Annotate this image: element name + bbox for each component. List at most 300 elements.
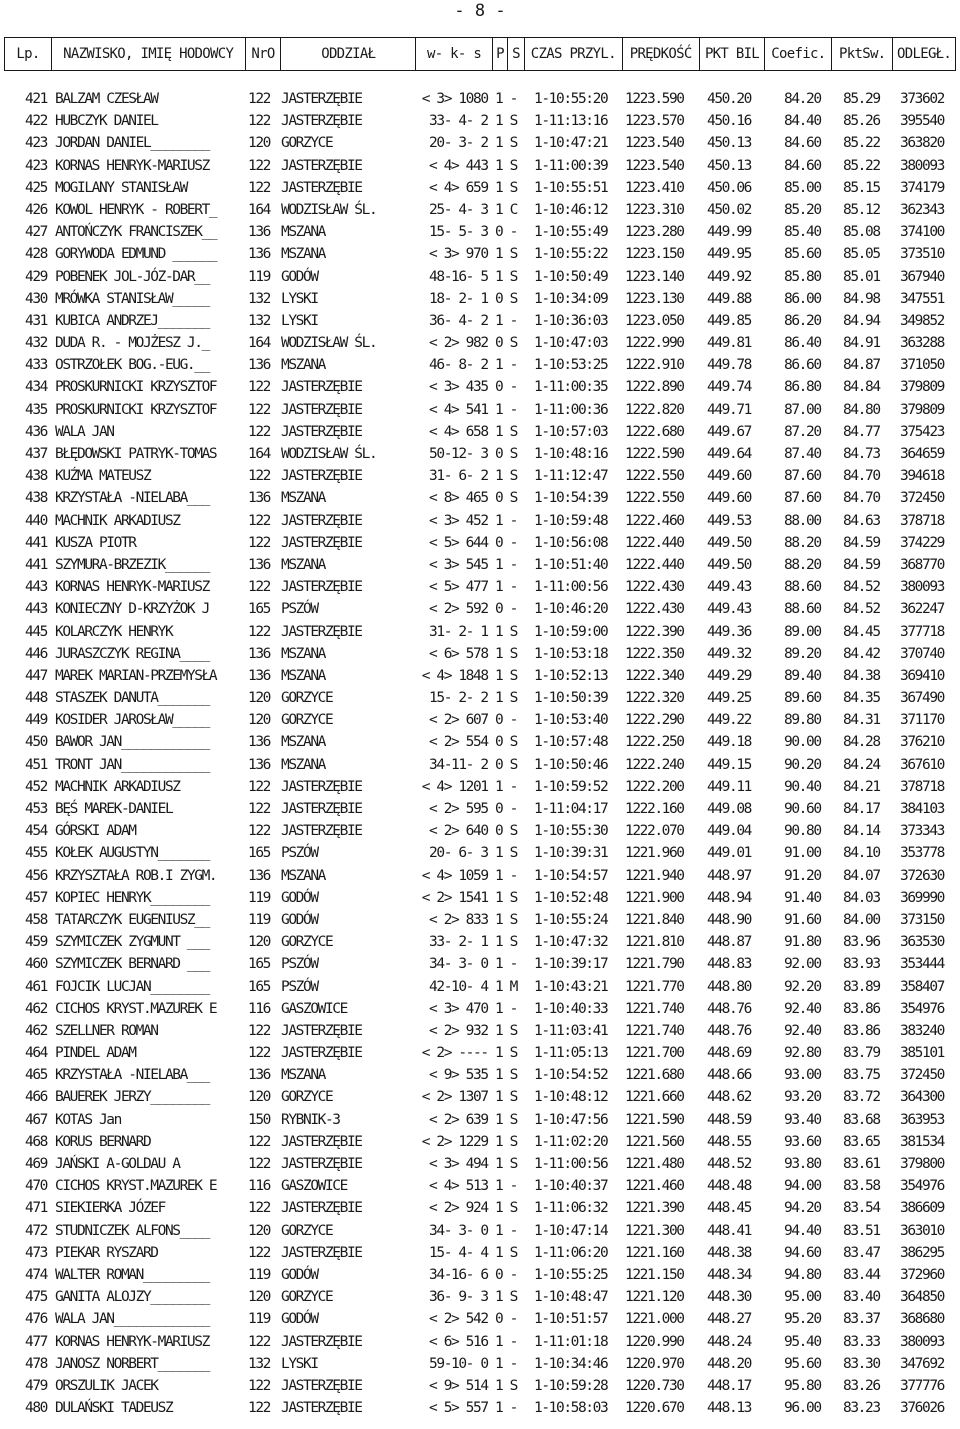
table-row [0,709,960,731]
cell-pkt-bil: 448.62 [707,1089,751,1106]
cell-distance: 372960 [900,1266,944,1283]
cell-wks: < 3> 435 0 - [429,379,517,396]
cell-coefficient: 92.00 [784,956,821,973]
cell-speed: 1223.140 [625,268,684,285]
table-row [0,243,960,265]
cell-nro: 122 [248,534,270,551]
cell-arrival-time: 1-10:48:16 [534,446,608,462]
cell-arrival-time: 1-10:34:46 [534,1355,608,1372]
cell-speed: 1221.770 [625,978,684,995]
cell-distance: 377718 [900,623,944,640]
cell-distance: 353778 [900,845,944,862]
cell-oddzial: GORZYCE [281,1089,333,1106]
cell-pkt-bil: 448.97 [707,867,751,884]
table-row [0,731,960,753]
cell-coefficient: 91.60 [784,911,821,928]
cell-speed: 1222.250 [625,734,684,751]
cell-oddzial: JASTERZĘBIE [281,91,362,107]
cell-arrival-time: 1-10:48:47 [534,1289,608,1306]
cell-pkt-bil: 449.36 [707,623,751,640]
cell-speed: 1221.700 [625,1045,684,1062]
cell-pkt-bil: 449.43 [707,579,751,596]
cell-oddzial: JASTERZĘBIE [281,579,362,596]
cell-wks: < 5> 644 0 - [429,534,517,551]
cell-breeder-name: KRZYSZTAŁA ROB.I ZYGM. [55,867,217,884]
header-lp: Lp. [5,38,52,70]
table-row [0,754,960,776]
cell-pktsw: 84.24 [843,756,880,773]
cell-nro: 136 [248,756,270,773]
cell-pkt-bil: 449.74 [707,379,751,396]
cell-wks: 59-10- 0 1 - [429,1355,517,1372]
cell-arrival-time: 1-11:12:47 [534,468,608,485]
cell-pktsw: 83.30 [843,1355,880,1372]
cell-breeder-name: MOGILANY STANISŁAW [55,179,187,196]
cell-nro: 136 [248,645,270,662]
cell-nro: 165 [248,956,270,973]
cell-nro: 120 [248,690,270,707]
cell-arrival-time: 1-10:39:31 [534,845,608,862]
cell-distance: 385101 [900,1045,944,1062]
header-predkosc: PRĘDKOŚĆ [623,38,700,70]
table-row [0,266,960,288]
cell-breeder-name: OSTRZOŁEK BOG.-EUG.__ [55,357,209,374]
cell-wks: < 9> 514 1 S [429,1377,517,1394]
cell-arrival-time: 1-10:55:24 [534,911,608,928]
table-row [0,776,960,798]
cell-coefficient: 90.80 [784,823,821,840]
cell-wks: 15- 2- 2 1 S [429,690,517,707]
cell-coefficient: 89.00 [784,623,821,640]
cell-pkt-bil: 450.06 [707,179,751,196]
cell-breeder-name: KORUS BERNARD [55,1133,151,1150]
cell-pktsw: 84.42 [843,645,880,662]
cell-nro: 122 [248,1244,270,1261]
cell-breeder-name: BAWOR JAN____________ [55,734,209,751]
cell-oddzial: GODÓW [281,1311,318,1328]
table-row [0,1020,960,1042]
cell-lp: 436 [25,423,47,440]
cell-oddzial: GORZYCE [281,1289,333,1306]
cell-wks: < 2> ---- 1 S [421,1045,517,1062]
cell-coefficient: 90.00 [784,734,821,751]
cell-arrival-time: 1-10:51:40 [534,556,608,573]
cell-speed: 1221.160 [625,1244,684,1261]
table-row [0,1353,960,1375]
table-row [0,1242,960,1264]
cell-wks: < 2> 1307 1 S [421,1089,517,1106]
cell-arrival-time: 1-10:34:09 [534,290,608,307]
cell-oddzial: GODÓW [281,268,318,285]
cell-speed: 1222.430 [625,601,684,618]
cell-breeder-name: MACHNIK ARKADIUSZ [55,512,180,529]
table-row [0,1397,960,1419]
cell-breeder-name: PROSKURNICKI KRZYSZTOF [55,379,217,396]
cell-pkt-bil: 448.13 [707,1400,751,1417]
cell-distance: 364300 [900,1089,944,1106]
cell-arrival-time: 1-10:51:57 [534,1311,608,1328]
cell-nro: 122 [248,512,270,529]
cell-pktsw: 84.73 [843,446,880,462]
cell-arrival-time: 1-10:53:18 [534,645,608,662]
cell-coefficient: 90.60 [784,801,821,817]
cell-lp: 468 [25,1133,47,1150]
cell-wks: < 3> 452 1 - [429,512,517,529]
cell-nro: 122 [248,823,270,840]
cell-nro: 116 [248,1178,270,1195]
table-row [0,576,960,598]
cell-arrival-time: 1-10:55:49 [534,224,608,241]
cell-speed: 1221.480 [625,1156,684,1172]
cell-oddzial: MSZANA [281,357,325,374]
cell-nro: 122 [248,91,270,107]
cell-coefficient: 85.00 [784,179,821,196]
cell-nro: 122 [248,579,270,596]
cell-arrival-time: 1-10:59:28 [534,1377,608,1394]
cell-lp: 448 [25,690,47,707]
cell-pkt-bil: 448.69 [707,1045,751,1062]
cell-pkt-bil: 448.48 [707,1178,751,1195]
table-row [0,532,960,554]
cell-nro: 120 [248,712,270,729]
cell-arrival-time: 1-10:43:21 [534,978,608,995]
cell-coefficient: 92.80 [784,1045,821,1062]
cell-coefficient: 87.60 [784,468,821,485]
cell-lp: 462 [25,1000,47,1017]
cell-lp: 438 [25,468,47,485]
cell-speed: 1221.680 [625,1067,684,1084]
header-wks: w- k- s [416,38,493,70]
cell-arrival-time: 1-10:46:20 [534,601,608,618]
cell-oddzial: MSZANA [281,224,325,241]
cell-wks: < 2> 639 1 S [429,1111,517,1128]
cell-lp: 423 [25,157,47,174]
cell-distance: 369410 [900,667,944,684]
cell-coefficient: 96.00 [784,1400,821,1417]
cell-breeder-name: CICHOS KRYST.MAZUREK E [55,1000,217,1017]
cell-oddzial: GODÓW [281,1266,318,1283]
cell-wks: < 2> 932 1 S [429,1022,517,1039]
cell-wks: 25- 4- 3 1 C [429,201,517,218]
table-row [0,332,960,354]
cell-arrival-time: 1-10:50:39 [534,690,608,707]
cell-speed: 1222.070 [625,823,684,840]
cell-speed: 1222.160 [625,801,684,817]
cell-pktsw: 83.86 [843,1022,880,1039]
cell-distance: 375423 [900,423,944,440]
cell-speed: 1221.000 [625,1311,684,1328]
cell-nro: 136 [248,867,270,884]
cell-distance: 395540 [900,113,944,130]
cell-distance: 381534 [900,1133,944,1150]
cell-oddzial: MSZANA [281,734,325,751]
table-row [0,1264,960,1286]
cell-coefficient: 91.00 [784,845,821,862]
cell-breeder-name: KOTAS Jan [55,1111,121,1128]
cell-breeder-name: WALA JAN_____________ [55,1311,209,1328]
cell-lp: 458 [25,911,47,928]
cell-nro: 132 [248,1355,270,1372]
cell-wks: 15- 5- 3 0 - [429,224,517,241]
cell-breeder-name: TATARCZYK EUGENIUSZ__ [55,911,209,928]
cell-oddzial: PSZÓW [281,956,318,973]
table-row [0,376,960,398]
cell-arrival-time: 1-11:06:20 [534,1244,608,1261]
cell-lp: 426 [25,201,47,218]
cell-breeder-name: KRZYSTAŁA -NIELABA___ [55,490,209,507]
cell-pkt-bil: 448.59 [707,1111,751,1128]
cell-lp: 449 [25,712,47,729]
cell-coefficient: 90.40 [784,778,821,795]
cell-distance: 378718 [900,778,944,795]
cell-lp: 431 [25,312,47,329]
cell-pktsw: 84.17 [843,801,880,817]
cell-wks: < 4> 659 1 S [429,179,517,196]
cell-arrival-time: 1-10:55:30 [534,823,608,840]
table-row [0,1175,960,1197]
cell-distance: 379809 [900,401,944,418]
cell-pktsw: 84.94 [843,312,880,329]
cell-speed: 1222.440 [625,556,684,573]
cell-breeder-name: SZYMURA-BRZEZIK______ [55,556,209,573]
cell-speed: 1223.410 [625,179,684,196]
cell-coefficient: 87.60 [784,490,821,507]
cell-breeder-name: KONIECZNY D-KRZYŻOK J [55,601,209,618]
cell-wks: 20- 6- 3 1 S [429,845,517,862]
cell-speed: 1220.730 [625,1377,684,1394]
cell-pktsw: 84.14 [843,823,880,840]
cell-pktsw: 84.00 [843,911,880,928]
table-row [0,177,960,199]
cell-pktsw: 85.22 [843,135,880,152]
table-row [0,510,960,532]
cell-oddzial: MSZANA [281,867,325,884]
cell-coefficient: 88.60 [784,601,821,618]
cell-distance: 367940 [900,268,944,285]
cell-pkt-bil: 448.83 [707,956,751,973]
cell-lp: 430 [25,290,47,307]
cell-pktsw: 84.59 [843,556,880,573]
cell-lp: 470 [25,1178,47,1195]
cell-distance: 370740 [900,645,944,662]
cell-lp: 469 [25,1156,47,1172]
cell-oddzial: MSZANA [281,756,325,773]
cell-oddzial: GORZYCE [281,712,333,729]
cell-arrival-time: 1-10:46:12 [534,201,608,218]
cell-lp: 464 [25,1045,47,1062]
cell-oddzial: JASTERZĘBIE [281,113,362,130]
cell-distance: 364850 [900,1289,944,1306]
cell-distance: 377776 [900,1377,944,1394]
cell-wks: < 2> 1541 1 S [421,889,517,906]
cell-oddzial: JASTERZĘBIE [281,778,362,795]
cell-nro: 122 [248,1200,270,1217]
cell-pkt-bil: 449.29 [707,667,751,684]
cell-coefficient: 86.40 [784,335,821,352]
cell-breeder-name: STASZEK DANUTA_______ [55,690,209,707]
cell-coefficient: 85.80 [784,268,821,285]
cell-wks: 34- 3- 0 1 - [429,956,517,973]
cell-breeder-name: KUBICA ANDRZEJ_______ [55,312,209,329]
cell-arrival-time: 1-10:57:03 [534,423,608,440]
cell-arrival-time: 1-10:55:20 [534,91,608,107]
cell-distance: 349852 [900,312,944,329]
cell-speed: 1222.590 [625,446,684,462]
cell-speed: 1222.460 [625,512,684,529]
cell-pktsw: 84.52 [843,601,880,618]
cell-distance: 371050 [900,357,944,374]
cell-speed: 1221.740 [625,1000,684,1017]
table-row [0,998,960,1020]
cell-breeder-name: BŁĘDOWSKI PATRYK-TOMAS [55,446,217,462]
cell-oddzial: MSZANA [281,667,325,684]
cell-lp: 479 [25,1377,47,1394]
cell-breeder-name: KORNAS HENRYK-MARIUSZ [55,157,209,174]
cell-wks: < 3> 470 1 - [429,1000,517,1017]
cell-speed: 1223.150 [625,246,684,263]
cell-wks: < 2> 542 0 - [429,1311,517,1328]
cell-speed: 1221.900 [625,889,684,906]
cell-coefficient: 89.20 [784,645,821,662]
cell-breeder-name: KOPIEC HENRYK________ [55,889,209,906]
cell-oddzial: RYBNIK-3 [281,1111,340,1128]
cell-lp: 447 [25,667,47,684]
cell-wks: 34- 3- 0 1 - [429,1222,517,1239]
cell-pkt-bil: 448.66 [707,1067,751,1084]
cell-wks: 18- 2- 1 0 S [429,290,517,307]
cell-wks: < 4> 541 1 - [429,401,517,418]
table-row [0,354,960,376]
cell-oddzial: PSZÓW [281,978,318,995]
cell-distance: 380093 [900,579,944,596]
cell-pkt-bil: 450.16 [707,113,751,130]
table-row [0,199,960,221]
cell-pkt-bil: 448.94 [707,889,751,906]
cell-pktsw: 85.12 [843,201,880,218]
cell-oddzial: JASTERZĘBIE [281,468,362,485]
cell-breeder-name: JORDAN DANIEL________ [55,135,209,152]
cell-speed: 1222.890 [625,379,684,396]
cell-speed: 1222.550 [625,490,684,507]
cell-breeder-name: ORSZULIK JACEK [55,1377,158,1394]
cell-pkt-bil: 449.43 [707,601,751,618]
cell-nro: 120 [248,1289,270,1306]
cell-oddzial: GORZYCE [281,934,333,951]
cell-nro: 164 [248,335,270,352]
table-row [0,976,960,998]
cell-arrival-time: 1-11:00:39 [534,157,608,174]
cell-coefficient: 93.00 [784,1067,821,1084]
cell-lp: 462 [25,1022,47,1039]
cell-speed: 1221.810 [625,934,684,951]
cell-nro: 116 [248,1000,270,1017]
cell-arrival-time: 1-11:00:56 [534,1156,608,1172]
cell-distance: 373343 [900,823,944,840]
table-row [0,643,960,665]
cell-coefficient: 92.40 [784,1000,821,1017]
cell-pktsw: 84.91 [843,335,880,352]
cell-distance: 353444 [900,956,944,973]
cell-speed: 1221.590 [625,1111,684,1128]
cell-wks: < 8> 465 0 S [429,490,517,507]
cell-oddzial: PSZÓW [281,845,318,862]
cell-pktsw: 83.51 [843,1222,880,1239]
cell-speed: 1223.590 [625,91,684,107]
cell-distance: 374179 [900,179,944,196]
cell-pktsw: 84.52 [843,579,880,596]
cell-coefficient: 95.80 [784,1377,821,1394]
cell-speed: 1222.550 [625,468,684,485]
cell-pktsw: 83.93 [843,956,880,973]
cell-lp: 437 [25,446,47,462]
cell-coefficient: 86.60 [784,357,821,374]
cell-speed: 1222.240 [625,756,684,773]
cell-nro: 120 [248,1222,270,1239]
cell-oddzial: PSZÓW [281,601,318,618]
cell-lp: 477 [25,1333,47,1350]
cell-distance: 380093 [900,1333,944,1350]
cell-distance: 374229 [900,534,944,551]
cell-pktsw: 83.61 [843,1156,880,1172]
cell-coefficient: 95.60 [784,1355,821,1372]
cell-coefficient: 87.00 [784,401,821,418]
cell-wks: 33- 2- 1 1 S [429,934,517,951]
header-coefic: Coefic. [765,38,832,70]
cell-arrival-time: 1-10:56:08 [534,534,608,551]
cell-distance: 368680 [900,1311,944,1328]
cell-arrival-time: 1-11:03:41 [534,1022,608,1039]
cell-lp: 435 [25,401,47,418]
cell-pktsw: 83.68 [843,1111,880,1128]
cell-coefficient: 88.20 [784,534,821,551]
cell-pkt-bil: 449.60 [707,468,751,485]
table-row [0,421,960,443]
cell-nro: 122 [248,1045,270,1062]
cell-coefficient: 91.80 [784,934,821,951]
cell-lp: 423 [25,135,47,152]
cell-distance: 363820 [900,135,944,152]
table-row [0,1197,960,1219]
cell-lp: 473 [25,1244,47,1261]
cell-lp: 474 [25,1266,47,1283]
cell-breeder-name: DULAŃSKI TADEUSZ [55,1400,173,1417]
cell-lp: 445 [25,623,47,640]
cell-breeder-name: WALTER ROMAN_________ [55,1266,209,1283]
cell-oddzial: WODZISŁAW ŚL. [281,335,377,352]
cell-lp: 478 [25,1355,47,1372]
cell-wks: < 2> 595 0 - [429,801,517,817]
cell-pktsw: 85.29 [843,91,880,107]
cell-pktsw: 83.86 [843,1000,880,1017]
table-row [0,887,960,909]
cell-lp: 443 [25,579,47,596]
cell-lp: 440 [25,512,47,529]
header-p: P [493,38,508,70]
cell-breeder-name: JAŃSKI A-GOLDAU A [55,1156,180,1172]
cell-wks: < 3> 494 1 S [429,1156,517,1172]
cell-distance: 379800 [900,1156,944,1172]
table-row [0,1109,960,1131]
cell-breeder-name: GANITA ALOJZY________ [55,1289,209,1306]
cell-coefficient: 92.20 [784,978,821,995]
cell-nro: 136 [248,556,270,573]
cell-pktsw: 84.98 [843,290,880,307]
cell-pkt-bil: 449.95 [707,246,751,263]
table-row [0,598,960,620]
cell-breeder-name: PINDEL ADAM [55,1045,136,1062]
cell-wks: 31- 2- 1 1 S [429,623,517,640]
cell-lp: 421 [25,91,47,107]
